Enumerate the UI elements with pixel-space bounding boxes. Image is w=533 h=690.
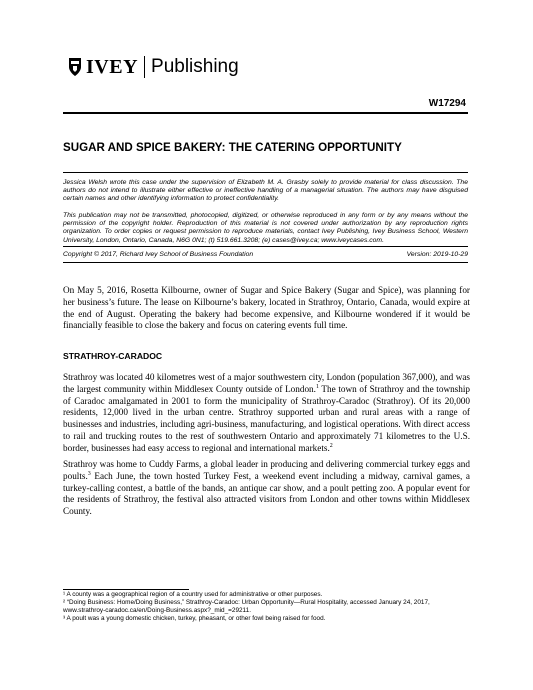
footnote-ref-3[interactable]: 3 xyxy=(87,470,91,477)
version-text: Version: 2019-10-29 xyxy=(406,251,468,258)
permissions-note: This publication may not be transmitted, photocopied, digitized, or otherwise reproduced in any form or by any means without the permission of the copyright holder. Reproduction of this material is not covered under authorization by any reproduction rights organization. To order copies or request permission to reproduce materials, contact Ivey Publishing, Ivey Business School, Western University, London, Ontario, Canada, N6G 0N1; (t) 519.661.3208; (e) cases@ivey.ca; www.iveycases.com. xyxy=(63,212,468,244)
footnote-ref-1[interactable]: 1 xyxy=(315,383,319,390)
cuddy-farms-paragraph xyxy=(63,459,470,518)
header-rule xyxy=(63,112,468,114)
title-rule xyxy=(63,172,468,173)
ivey-publishing-logo xyxy=(67,55,239,79)
paragraph-text: Strathroy was located 40 kilometres west of a major southwestern city, London (population 367,000), and was the largest community within Middlesex County outside of London. xyxy=(63,372,470,394)
logo-divider xyxy=(144,56,145,78)
footnote-3: ³ A poult was a young domestic chicken, turkey, pheasant, or other fowl being raised for food. xyxy=(63,614,326,622)
section-heading: STRATHROY-CARADOC xyxy=(63,351,163,361)
authorship-note: Jessica Welsh wrote this case under the supervision of Elizabeth M. A. Grasby solely to provide material for class discussion. The authors do not intend to illustrate either effective or ineffective handling of a managerial situation. The authors may have disguised certain names and other identifying information to protect confidentiality. xyxy=(63,179,468,203)
paragraph-text: Strathroy was home to Cuddy Farms, a global leader in producing and delivering commercial turkey eggs and poults. xyxy=(63,459,470,481)
footnote-1: ¹ A county was a geographical region of a country used for administrative or other purposes. xyxy=(63,591,323,598)
case-number: W17294 xyxy=(428,98,466,109)
paragraph-text: Each June, the town hosted Turkey Fest, a weekend event including a midway, carnival games, a turkey-calling contest, a battle of the bands, an antique car show, and a poult petting zoo. A popular event for the residents of Strathroy, the festival also attracted visitors from London and other towns within Middlesex County. xyxy=(63,470,470,517)
crest-icon xyxy=(67,57,83,77)
publisher-name: Publishing xyxy=(151,56,239,77)
brand-name: IVEY xyxy=(86,56,139,78)
footnote-ref-2[interactable]: 2 xyxy=(329,442,333,449)
notes-rule xyxy=(63,246,468,247)
intro-paragraph: On May 5, 2016, Rosetta Kilbourne, owner of Sugar and Spice Bakery (Sugar and Spice), was planning for her business’s future. The lease on Kilbourne’s bakery, located in Strathroy, Ontario, Canada, would expire at the end of August. Operating the bakery had become expensive, and Kilbourne wondered if it would be financially feasible to close the bakery and focus on catering events full time. xyxy=(63,285,470,331)
footnote-2: ² “Doing Business: Home/Doing Business,” Strathroy-Caradoc: Urban Opportunity—Rural Hospitality, accessed January 24, 2017, www.strathroy-caradoc.ca/en/Doing-Business.aspx?_mid_=29211. xyxy=(63,598,430,614)
footnote-rule xyxy=(63,589,189,590)
copyright-text: Copyright © 2017, Richard Ivey School of Business Foundation xyxy=(63,251,254,258)
paragraph-text: The town of Strathroy and the township of Caradoc amalgamated in 2001 to form the municipality of Strathroy-Caradoc (Strathroy). Of its 20,000 residents, 12,000 lived in the urban centre. Strathroy supported urban and rural areas with a range of businesses and industries, including agri-business, manufacturing, and logistical operations. With direct access to rail and trucking routes to the rest of southwestern Ontario and approximately 71 kilometres to the U.S. border, businesses had easy access to regional and international markets. xyxy=(63,383,470,453)
case-title: SUGAR AND SPICE BAKERY: THE CATERING OPPORTUNITY xyxy=(63,141,402,154)
copyright-row xyxy=(63,251,468,258)
strathroy-paragraph xyxy=(63,372,470,455)
copyright-rule xyxy=(63,262,468,263)
footnotes xyxy=(63,591,471,623)
